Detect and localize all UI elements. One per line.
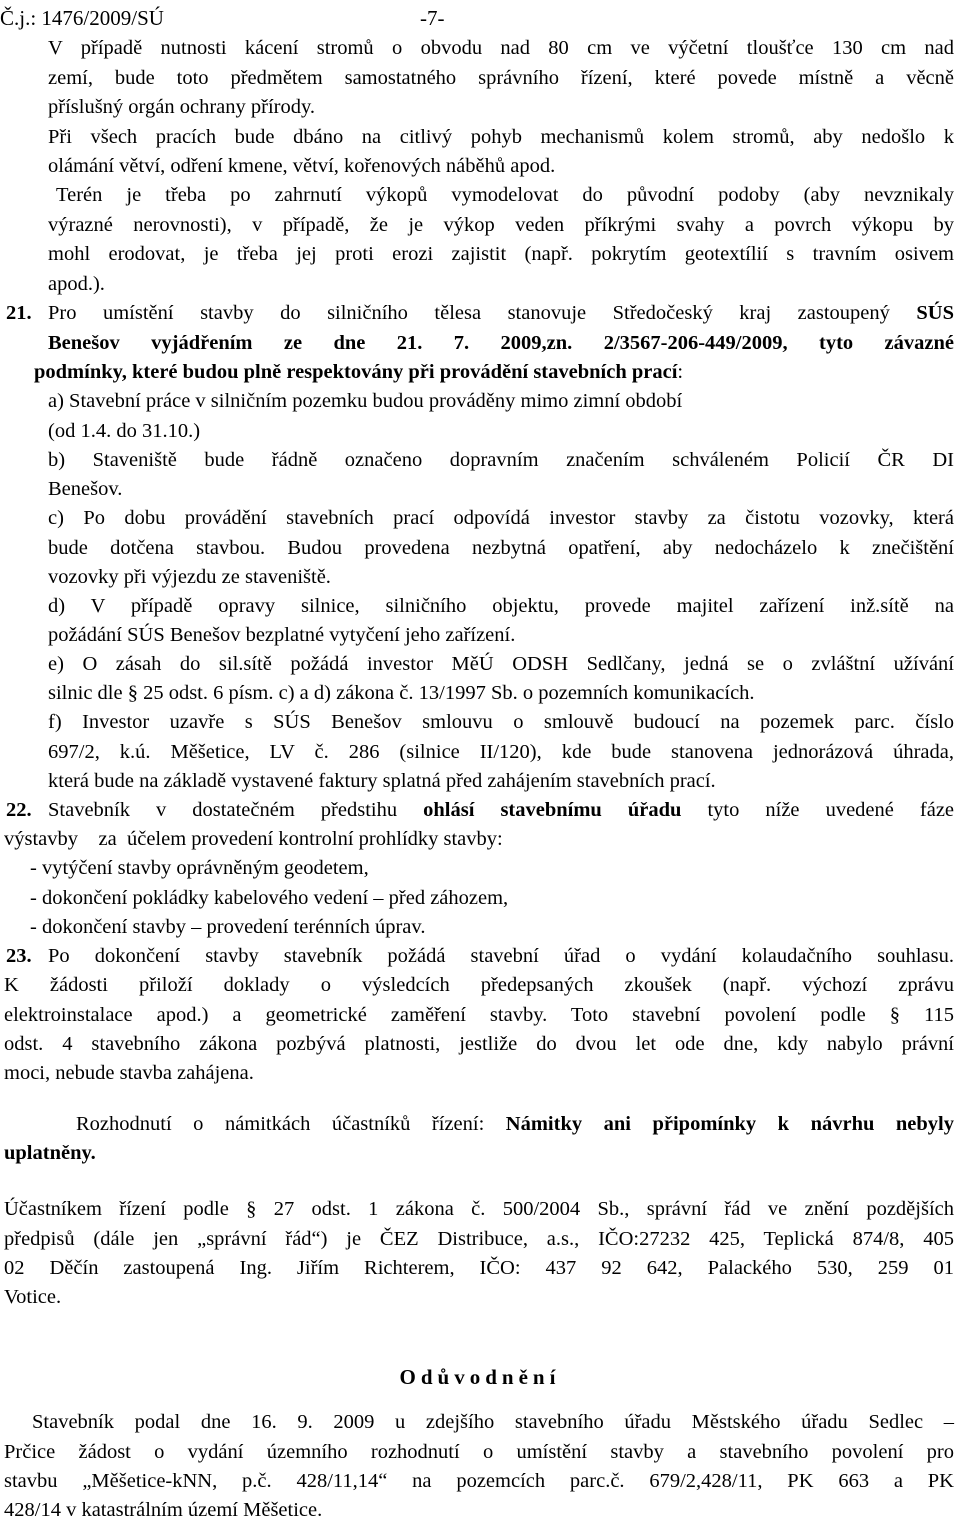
text-line: která bude na základě vystavené faktury splatná před zahájením stavebních prací. [48, 770, 716, 792]
condition-23-number [6, 942, 32, 972]
text-line: mohl erodovat, je třeba jej proti erozi zajistit (např. pokrytím geotextílií s travním osivem [48, 243, 954, 265]
condition-number: 21. [6, 302, 32, 324]
condition-21-intro [48, 299, 954, 358]
condition-23-line1 [48, 942, 954, 972]
text-line [48, 329, 954, 359]
participants-end [4, 1283, 61, 1313]
text-line: Votice. [4, 1286, 62, 1308]
text-line: silnic dle § 25 odst. 6 písm. c) a d) zákona č. 13/1997 Sb. o pozemních komunikacích. [48, 682, 755, 704]
condition-21-item-f-end [48, 767, 716, 797]
text-line: výrazné nerovnosti), v případě, že je výkop veden příkrými svahy a povrch výkopu by [48, 213, 954, 236]
paragraph-tree-felling [48, 34, 954, 93]
text-line: požádání SÚS Benešov bezplatné vytyčení jeho zařízení. [48, 624, 516, 646]
text-line: stavbu „Měšetice-kNN, p.č. 428/11,14“ na pozemcích parc.č. 679/2,428/11, PK 663 a PK [4, 1470, 954, 1492]
text-line: výstavby za účelem provedení kontrolní prohlídky stavby: [4, 828, 503, 850]
text-line: K žádosti přiloží doklady o výsledcích předepsaných zkoušek (např. výchozí zprávu [4, 974, 954, 996]
text-line [34, 358, 683, 388]
paragraph-tree-care-end [48, 152, 555, 182]
text-line: Stavebník podal dne 16. 9. 2009 u zdejšího stavebního úřadu Městského úřadu Sedlec – [32, 1411, 954, 1433]
text-line: odst. 4 stavebního zákona pozbývá platnosti, jestliže do dvou let ode dne, kdy nabylo právní [4, 1033, 954, 1055]
condition-21-item-a [48, 387, 682, 446]
text-line [48, 299, 954, 329]
text-line: Po dokončení stavby stavebník požádá stavební úřad o vydání kolaudačního souhlasu. [48, 945, 954, 967]
condition-number: 23. [6, 945, 32, 967]
condition-21-item-e-end [48, 679, 755, 709]
paragraph-tree-care [48, 123, 954, 153]
reasoning-end [4, 1496, 322, 1526]
text-line: c) Po dobu provádění stavebních prací odpovídá investor stavby za čistotu vozovky, která [48, 507, 954, 529]
text-line: 428/14 v katastrálním území Měšetice. [4, 1499, 323, 1521]
bold-text: 2/3567-206-449/2009, tyto závazné [603, 331, 954, 354]
text-line: 02 Děčín zastoupená Ing. Jiřím Richterem, IČO: 437 92 642, Palackého 530, 259 01 [4, 1257, 954, 1279]
list-item: - dokončení pokládky kabelového vedení – před záhozem, [30, 886, 509, 909]
condition-22-intro-end [4, 825, 503, 855]
reasoning-paragraph [4, 1408, 954, 1497]
list-item: - vytýčení stavby oprávněným geodetem, [30, 857, 369, 879]
paragraph-terrain-end [48, 270, 105, 300]
text-line: příslušný orgán ochrany přírody. [48, 96, 316, 118]
condition-number: 22. [6, 799, 32, 821]
text-span: : [677, 361, 684, 383]
text-span: tyto níže uvedené fáze [707, 799, 955, 821]
condition-21-item-b-end [48, 475, 122, 505]
paragraph-tree-felling-end [48, 93, 315, 123]
text-line: (od 1.4. do 31.10.) [48, 419, 201, 442]
text-line: 697/2, k.ú. Měšetice, LV č. 286 (silnice II/120), kde bude stanovena jednorázová úhrada, [48, 740, 954, 763]
text-span: Stavebník v dostatečném předstihu [48, 799, 398, 821]
text-line: bude dotčena stavbou. Budou provedena nezbytná opatření, aby nedocházelo k znečištění [48, 536, 954, 559]
case-reference: Č.j.: 1476/2009/SÚ [0, 6, 164, 30]
bold-text: podmínky, které budou plně respektovány při provádění stavebních prací [34, 361, 678, 383]
text-line: Prčice žádost o vydání územního rozhodnutí o umístění stavby a stavebního povolení pro [4, 1440, 954, 1463]
text-line: V případě nutnosti kácení stromů o obvodu nad 80 cm ve výčetní tloušťce 130 cm nad [48, 37, 954, 59]
text-line: d) V případě opravy silnice, silničního objektu, provede majitel zařízení inž.sítě na [48, 595, 954, 617]
text-line: Terén je třeba po zahrnutí výkopů vymodelovat do původní podoby (aby nevznikaly [56, 184, 954, 206]
text-line: Při všech pracích bude dbáno na citlivý pohyb mechanismů kolem stromů, aby nedošlo k [48, 126, 954, 148]
condition-21-item-d [48, 592, 954, 622]
text-span: Rozhodnutí o námitkách účastníků řízení: [76, 1113, 485, 1135]
condition-23-body [4, 971, 954, 1060]
text-line: f) Investor uzavře s SÚS Benešov smlouvu o smlouvě budoucí na pozemek parc. číslo [48, 711, 954, 733]
text-line: Benešov. [48, 478, 123, 500]
bold-text: SÚS [916, 302, 954, 324]
condition-22-number [6, 796, 32, 826]
text-line: apod.). [48, 273, 105, 295]
page-header [0, 4, 960, 32]
objections-decision [4, 1110, 954, 1140]
condition-21-number [6, 299, 32, 329]
text-line: b) Staveniště bude řádně označeno dopravním značením schváleném Policií ČR DI [48, 449, 954, 471]
text-line: e) O zásah do sil.sítě požádá investor MěÚ ODSH Sedlčany, jedná se o zvláštní užívání [48, 653, 954, 675]
bold-text: Námitky ani připomínky k návrhu nebyly [505, 1113, 954, 1135]
text-line [4, 1110, 954, 1140]
participants-paragraph [4, 1195, 954, 1284]
bold-text: uplatněny. [4, 1142, 96, 1164]
condition-21-item-c-end [48, 563, 331, 593]
objections-decision-end [4, 1139, 96, 1169]
text-span: Pro umístění stavby do silničního tělesa stanovuje Středočeský kraj zastoupený [48, 302, 890, 324]
section-title-reasoning: Odůvodnění [399, 1365, 561, 1389]
text-line [48, 796, 954, 826]
condition-23-end [4, 1059, 254, 1089]
condition-21-item-b [48, 446, 954, 476]
condition-22-list [30, 854, 508, 943]
text-line: vozovky při výjezdu ze staveniště. [48, 566, 331, 588]
bold-text: Benešov vyjádřením ze dne 21. 7. 2009,zn. [48, 331, 573, 354]
text-line: elektroinstalace apod.) a geometrické zaměření stavby. Toto stavební povolení podle § 115 [4, 1003, 954, 1026]
page-number: -7- [420, 6, 445, 30]
condition-21-subtitle [34, 358, 683, 388]
text-line: olámání větví, odření kmene, větví, kořenových náběhů apod. [48, 155, 556, 177]
text-line: zemí, bude toto předmětem samostatného správního řízení, které povede místně a věcně [48, 66, 954, 89]
bold-text: ohlásí stavebnímu úřadu [423, 799, 682, 821]
condition-22-intro [48, 796, 954, 826]
text-line: Účastníkem řízení podle § 27 odst. 1 zákona č. 500/2004 Sb., správní řád ve znění pozdějších [4, 1198, 954, 1220]
condition-21-item-c [48, 504, 954, 563]
text-line: a) Stavební práce v silničním pozemku budou prováděny mimo zimní období [48, 390, 683, 412]
list-item: - dokončení stavby – provedení terénních úprav. [30, 916, 426, 938]
condition-21-item-f [48, 708, 954, 767]
paragraph-terrain [48, 181, 954, 270]
text-line: moci, nebude stavba zahájena. [4, 1062, 254, 1084]
condition-21-item-d-end [48, 621, 515, 651]
condition-21-item-e [48, 650, 954, 680]
text-line: předpisů (dále jen „správní řád“) je ČEZ Distribuce, a.s., IČO:27232 425, Teplická 874/8, 405 [4, 1227, 954, 1250]
